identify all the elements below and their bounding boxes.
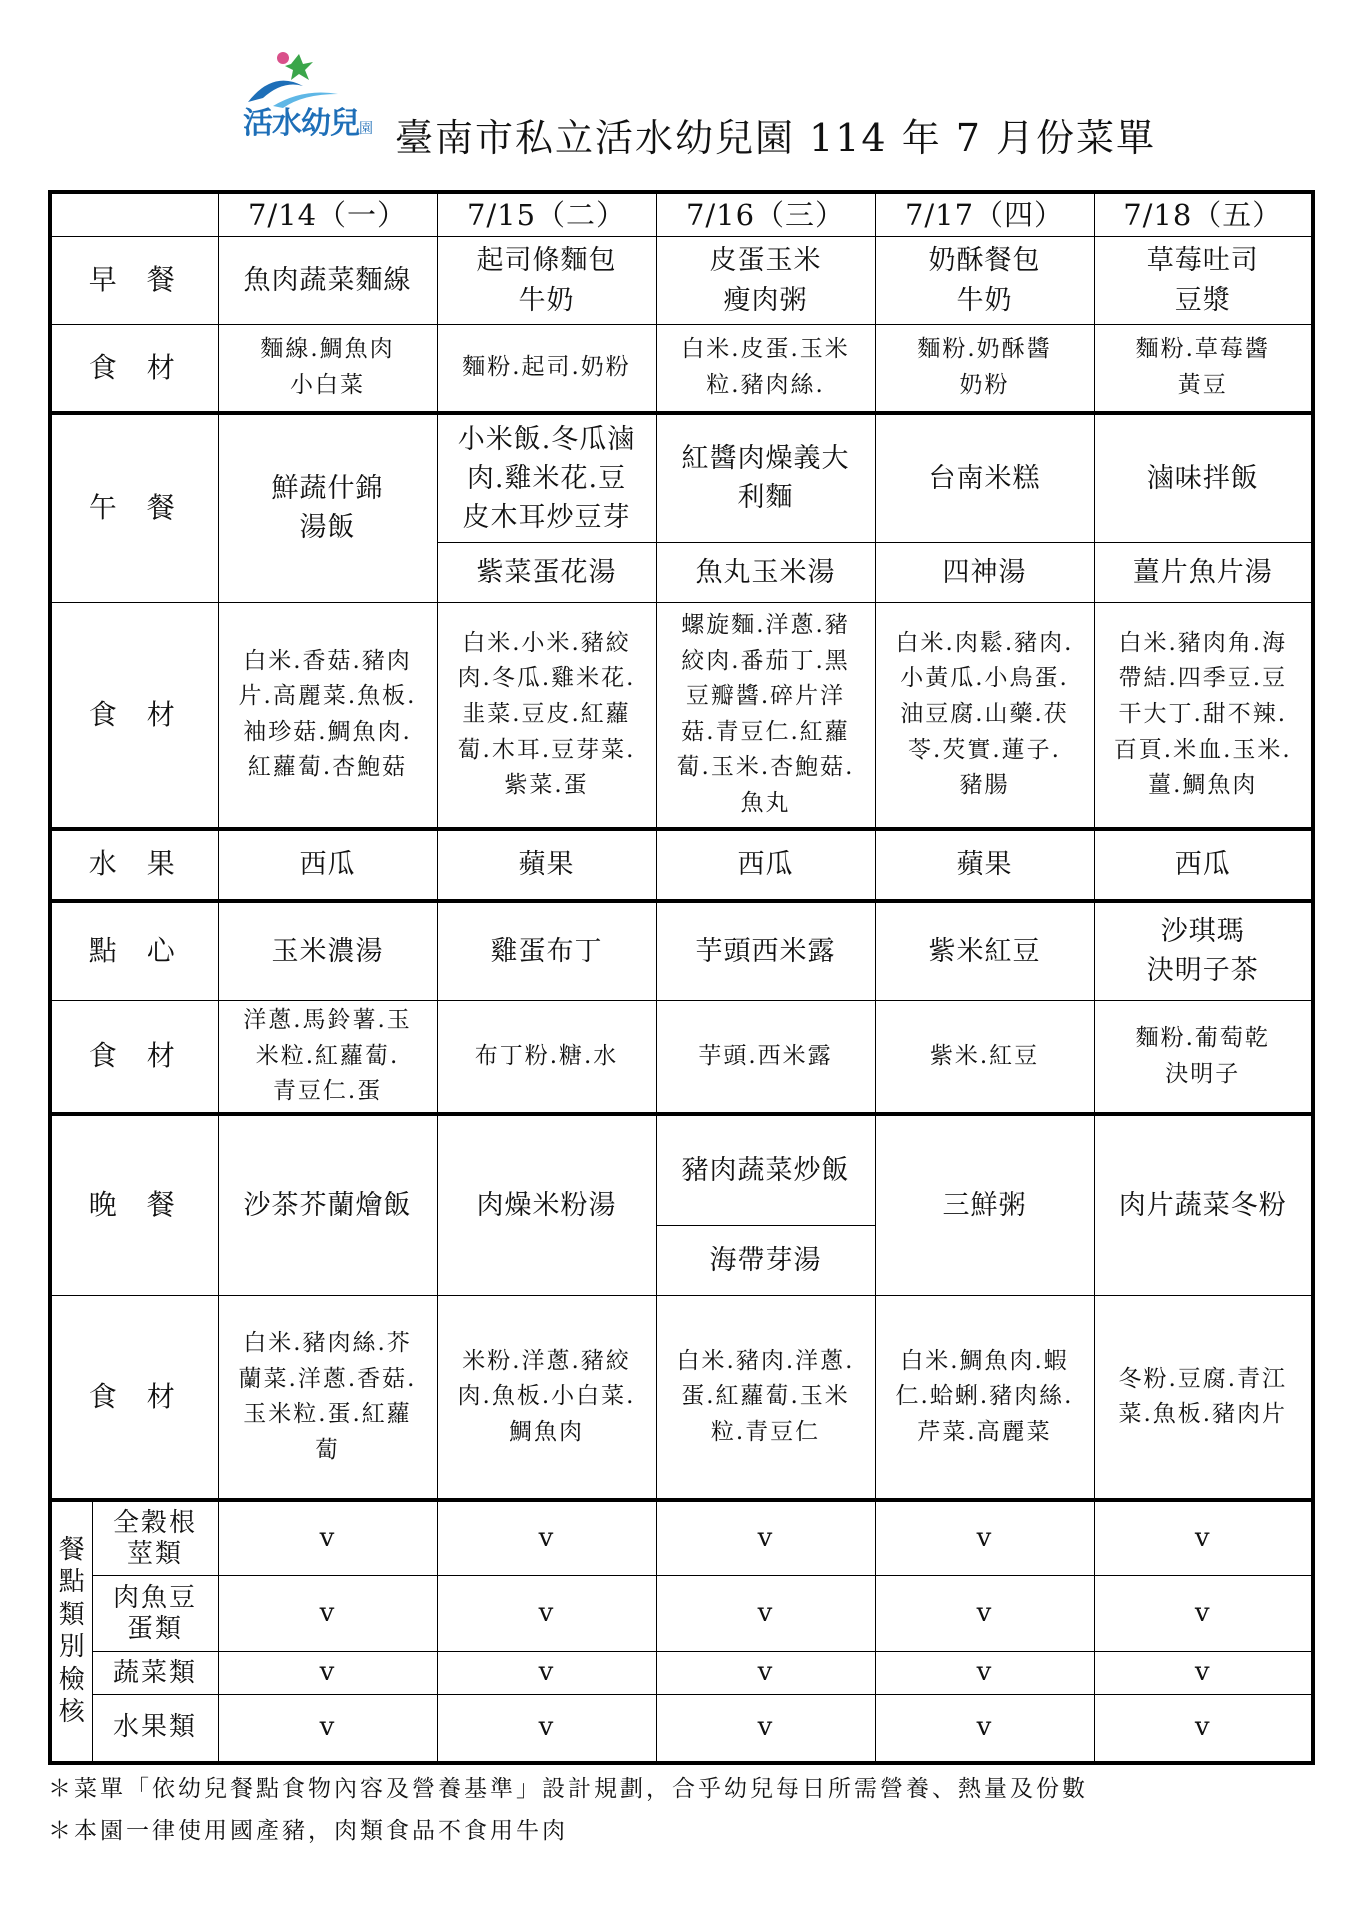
- check-mark: v: [875, 1652, 1094, 1695]
- ingredients-cell: 洋蔥.馬鈴薯.玉 米粒.紅蘿蔔. 青豆仁.蛋: [218, 1001, 437, 1114]
- check-label-fruits: 水果類: [92, 1695, 218, 1763]
- check-mark: v: [875, 1500, 1094, 1576]
- corner-cell: [50, 192, 218, 237]
- ingredients-cell: 麵粉.奶酥醬 奶粉: [875, 325, 1094, 413]
- check-mark: v: [875, 1576, 1094, 1652]
- day-header: 7/14（一）: [218, 192, 437, 237]
- check-group-label: 餐 點 類 別 檢 核: [50, 1500, 92, 1763]
- ingredients-cell: 白米.豬肉絲.芥 蘭菜.洋蔥.香菇. 玉米粒.蛋.紅蘿 蔔: [218, 1296, 437, 1500]
- day-header: 7/18（五）: [1094, 192, 1313, 237]
- lunch-soup: 魚丸玉米湯: [656, 543, 875, 603]
- ingredients-cell: 螺旋麵.洋蔥.豬 絞肉.番茄丁.黑 豆瓣醬.碎片洋 菇.青豆仁.紅蘿 蔔.玉米.杏鮑菇. 魚丸: [656, 603, 875, 829]
- check-mark: v: [656, 1500, 875, 1576]
- check-mark: v: [1094, 1695, 1313, 1763]
- snack-item: 雞蛋布丁: [437, 901, 656, 1001]
- check-mark: v: [656, 1576, 875, 1652]
- breakfast-item: 草莓吐司 豆漿: [1094, 237, 1313, 325]
- day-header: 7/15（二）: [437, 192, 656, 237]
- check-label-protein: 肉魚豆 蛋類: [92, 1576, 218, 1652]
- ingredients-cell: 麵粉.葡萄乾 決明子: [1094, 1001, 1313, 1114]
- page-header: [0, 0, 1358, 180]
- lunch-item: 台南米糕: [875, 413, 1094, 543]
- logo-text: [243, 98, 372, 142]
- day-header: 7/16（三）: [656, 192, 875, 237]
- ingredients-cell: 麵線.鯛魚肉 小白菜: [218, 325, 437, 413]
- ingredients-cell: 白米.皮蛋.玉米 粒.豬肉絲.: [656, 325, 875, 413]
- check-label-grains: 全穀根 莖類: [92, 1500, 218, 1576]
- snack-label: 點心: [50, 901, 218, 1001]
- breakfast-item: 起司條麵包 牛奶: [437, 237, 656, 325]
- check-mark: v: [218, 1652, 437, 1695]
- breakfast-item: 奶酥餐包 牛奶: [875, 237, 1094, 325]
- footer-note: ＊菜單「依幼兒餐點食物內容及營養基準」設計規劃，合乎幼兒每日所需營養、熱量及份數: [48, 1776, 1088, 1802]
- dinner-item: 肉片蔬菜冬粉: [1094, 1114, 1313, 1296]
- dinner-ingredients-row: [50, 1296, 1313, 1500]
- lunch-soup: 紫菜蛋花湯: [437, 543, 656, 603]
- fruit-label: 水果: [50, 829, 218, 901]
- dinner-item: 豬肉蔬菜炒飯: [656, 1114, 875, 1226]
- menu-table: [48, 190, 1315, 1765]
- logo-small: 園: [359, 121, 372, 137]
- ingredients-cell: 米粉.洋蔥.豬絞 肉.魚板.小白菜. 鯛魚肉: [437, 1296, 656, 1500]
- check-row-veg: [50, 1652, 1313, 1695]
- logo-name: 活水幼兒: [243, 106, 359, 141]
- snack-item: 玉米濃湯: [218, 901, 437, 1001]
- date-row: [50, 192, 1313, 237]
- snack-item: 芋頭西米露: [656, 901, 875, 1001]
- check-mark: v: [437, 1652, 656, 1695]
- ingredients-cell: 白米.豬肉角.海 帶結.四季豆.豆 干大丁.甜不辣. 百頁.米血.玉米. 薑.鯛魚肉: [1094, 603, 1313, 829]
- ingredients-cell: 冬粉.豆腐.青江 菜.魚板.豬肉片: [1094, 1296, 1313, 1500]
- lunch-row: [50, 413, 1313, 543]
- ingredients-cell: 白米.豬肉.洋蔥. 蛋.紅蘿蔔.玉米 粒.青豆仁: [656, 1296, 875, 1500]
- check-mark: v: [1094, 1652, 1313, 1695]
- day-header: 7/17（四）: [875, 192, 1094, 237]
- fruit-item: 蘋果: [437, 829, 656, 901]
- check-label-veg: 蔬菜類: [92, 1652, 218, 1695]
- ingredients-label: 食材: [50, 603, 218, 829]
- snack-row: [50, 901, 1313, 1001]
- check-mark: v: [875, 1695, 1094, 1763]
- check-mark: v: [437, 1695, 656, 1763]
- lunch-item: 紅醬肉燥義大 利麵: [656, 413, 875, 543]
- breakfast-row: [50, 237, 1313, 325]
- page-title: 臺南市私立活水幼兒園 114 年 7 月份菜單: [395, 116, 1157, 160]
- check-mark: v: [1094, 1576, 1313, 1652]
- ingredients-cell: 白米.小米.豬絞 肉.冬瓜.雞米花. 韭菜.豆皮.紅蘿 蔔.木耳.豆芽菜. 紫菜.蛋: [437, 603, 656, 829]
- breakfast-ingredients-row: [50, 325, 1313, 413]
- lunch-soup: 四神湯: [875, 543, 1094, 603]
- dinner-soup: 海帶芽湯: [656, 1226, 875, 1296]
- ingredients-cell: 白米.鯛魚肉.蝦 仁.蛤蜊.豬肉絲. 芹菜.高麗菜: [875, 1296, 1094, 1500]
- dinner-label: 晚餐: [50, 1114, 218, 1296]
- dinner-item: 三鮮粥: [875, 1114, 1094, 1296]
- check-mark: v: [656, 1652, 875, 1695]
- breakfast-item: 魚肉蔬菜麵線: [218, 237, 437, 325]
- lunch-item: 滷味拌飯: [1094, 413, 1313, 543]
- check-mark: v: [437, 1576, 656, 1652]
- ingredients-label: 食材: [50, 1001, 218, 1114]
- dinner-item: 沙茶芥蘭燴飯: [218, 1114, 437, 1296]
- snack-item: 沙琪瑪 決明子茶: [1094, 901, 1313, 1001]
- lunch-item: 小米飯.冬瓜滷 肉.雞米花.豆 皮木耳炒豆芽: [437, 413, 656, 543]
- footer-note: ＊本園一律使用國產豬，肉類食品不食用牛肉: [48, 1818, 568, 1844]
- ingredients-cell: 紫米.紅豆: [875, 1001, 1094, 1114]
- check-mark: v: [218, 1576, 437, 1652]
- ingredients-cell: 白米.肉鬆.豬肉. 小黃瓜.小鳥蛋. 油豆腐.山藥.茯 苓.芡實.蓮子. 豬腸: [875, 603, 1094, 829]
- breakfast-item: 皮蛋玉米 瘦肉粥: [656, 237, 875, 325]
- check-row-fruits: [50, 1695, 1313, 1763]
- check-mark: v: [218, 1500, 437, 1576]
- ingredients-cell: 白米.香菇.豬肉 片.高麗菜.魚板. 袖珍菇.鯛魚肉. 紅蘿蔔.杏鮑菇: [218, 603, 437, 829]
- ingredients-cell: 麵粉.草莓醬 黃豆: [1094, 325, 1313, 413]
- ingredients-label: 食材: [50, 1296, 218, 1500]
- dinner-row: [50, 1114, 1313, 1226]
- check-mark: v: [1094, 1500, 1313, 1576]
- check-mark: v: [656, 1695, 875, 1763]
- ingredients-cell: 芋頭.西米露: [656, 1001, 875, 1114]
- lunch-ingredients-row: [50, 603, 1313, 829]
- lunch-label: 午餐: [50, 413, 218, 603]
- breakfast-label: 早餐: [50, 237, 218, 325]
- lunch-item: 鮮蔬什錦 湯飯: [218, 413, 437, 603]
- check-mark: v: [437, 1500, 656, 1576]
- ingredients-cell: 布丁粉.糖.水: [437, 1001, 656, 1114]
- fruit-item: 蘋果: [875, 829, 1094, 901]
- ingredients-cell: 麵粉.起司.奶粉: [437, 325, 656, 413]
- fruit-item: 西瓜: [656, 829, 875, 901]
- ingredients-label: 食材: [50, 325, 218, 413]
- fruit-item: 西瓜: [1094, 829, 1313, 901]
- check-row-grains: [50, 1500, 1313, 1576]
- dinner-item: 肉燥米粉湯: [437, 1114, 656, 1296]
- snack-item: 紫米紅豆: [875, 901, 1094, 1001]
- lunch-soup: 薑片魚片湯: [1094, 543, 1313, 603]
- fruit-row: [50, 829, 1313, 901]
- snack-ingredients-row: [50, 1001, 1313, 1114]
- check-row-protein: [50, 1576, 1313, 1652]
- kindergarten-logo: [243, 50, 378, 142]
- check-mark: v: [218, 1695, 437, 1763]
- fruit-item: 西瓜: [218, 829, 437, 901]
